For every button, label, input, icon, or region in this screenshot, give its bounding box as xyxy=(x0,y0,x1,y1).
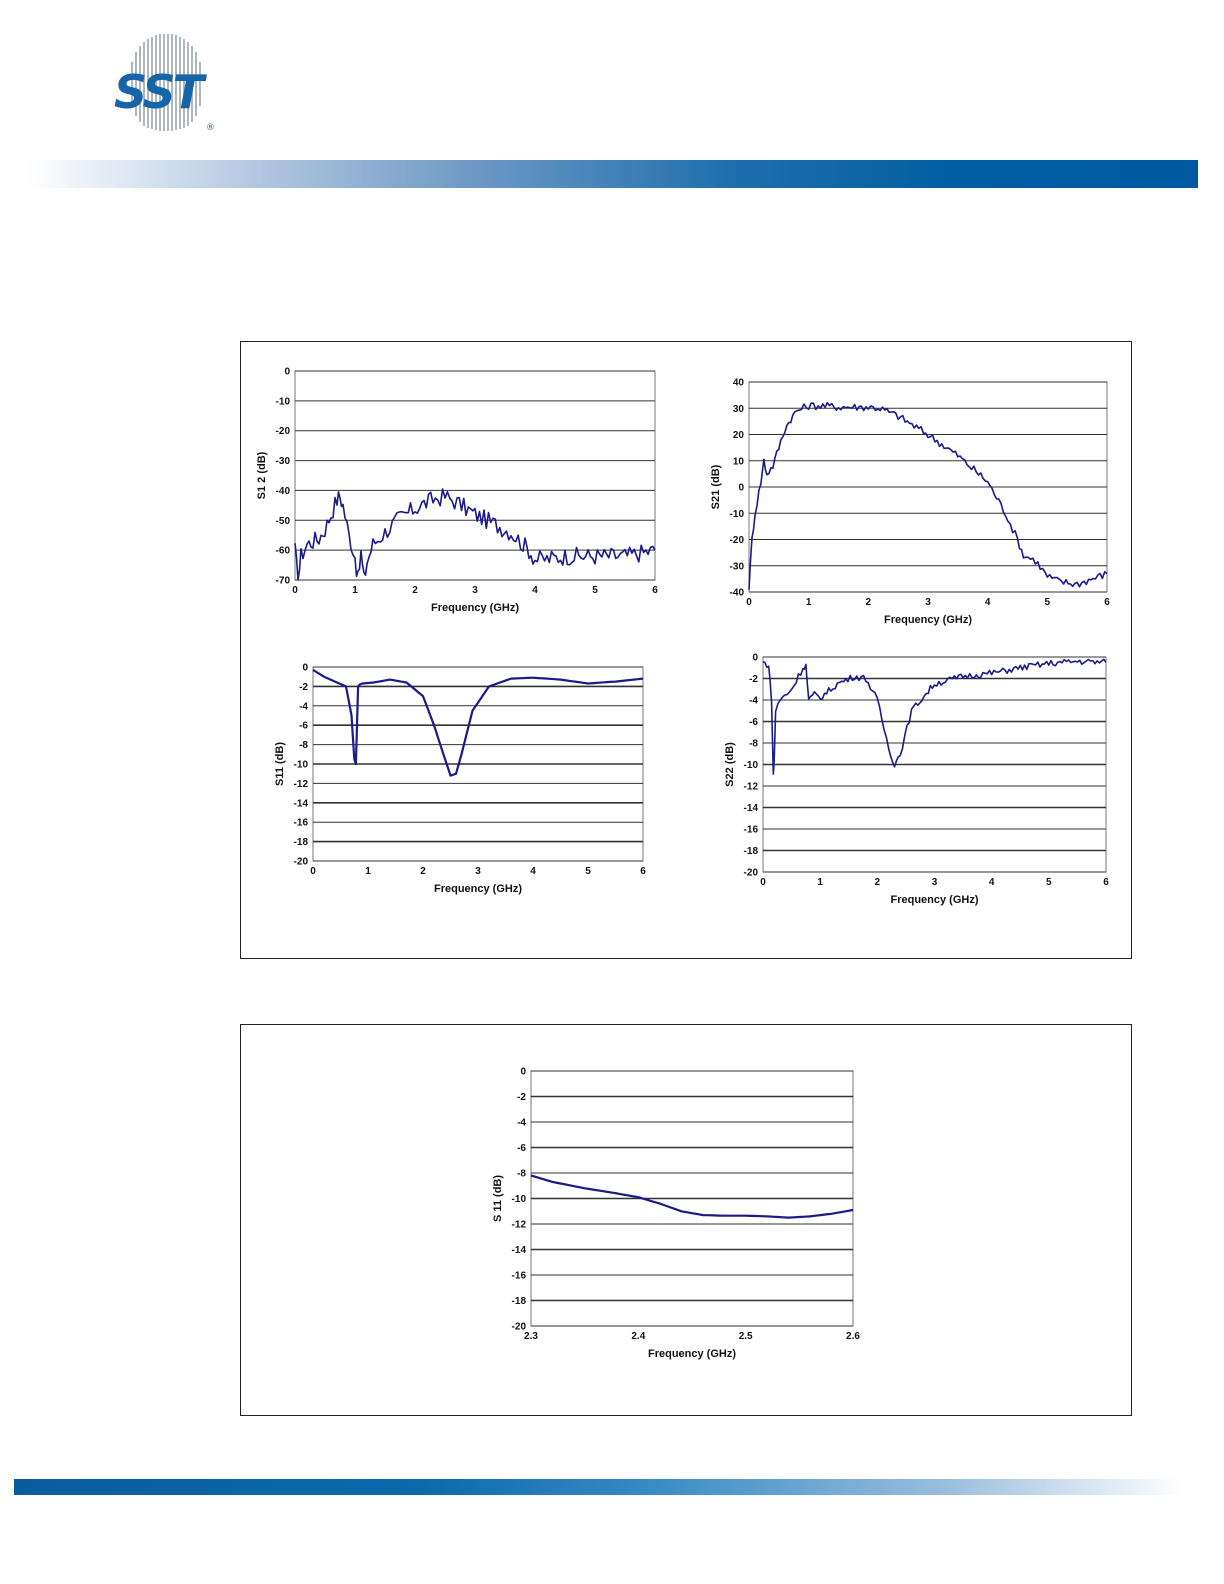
x-tick-label: 3 xyxy=(475,866,481,877)
x-tick-label: 4 xyxy=(984,597,991,608)
y-tick-label: -14 xyxy=(743,803,758,814)
y-tick-label: -30 xyxy=(275,456,290,468)
y-tick-label: -30 xyxy=(729,561,744,573)
x-tick-label: 6 xyxy=(1103,877,1109,888)
y-tick-label: 30 xyxy=(732,403,744,415)
logo-text: SST xyxy=(114,65,201,119)
y-tick-label: -16 xyxy=(511,1270,526,1282)
x-tick-label: 2 xyxy=(865,597,872,608)
x-tick-label: 1 xyxy=(365,866,371,877)
bottom-figure-panel xyxy=(240,1024,1132,1416)
y-tick-label: -6 xyxy=(299,720,308,732)
x-tick-label: 3 xyxy=(472,585,478,596)
y-tick-label: -20 xyxy=(275,426,290,438)
y-tick-label: -20 xyxy=(743,867,758,879)
y-tick-label: -8 xyxy=(299,740,308,752)
x-axis-label: Frequency (GHz) xyxy=(433,883,523,895)
y-axis-label: S1 2 (dB) xyxy=(256,451,268,500)
y-tick-label: -10 xyxy=(275,396,290,408)
y-tick-label: -6 xyxy=(517,1143,526,1154)
y-tick-label: -12 xyxy=(293,778,308,790)
y-axis-label: S11 (dB) xyxy=(274,741,286,787)
x-axis-label: Frequency (GHz) xyxy=(647,1348,737,1360)
x-tick-label: 2 xyxy=(412,585,418,596)
x-tick-label: 2.3 xyxy=(524,1331,538,1342)
x-tick-label: 6 xyxy=(1104,597,1110,608)
y-tick-label: -2 xyxy=(749,674,758,685)
y-tick-label: 0 xyxy=(284,366,290,378)
sst-logo xyxy=(108,30,228,134)
x-tick-label: 1 xyxy=(817,877,823,888)
x-tick-label: 3 xyxy=(925,597,931,608)
x-tick-label: 0 xyxy=(760,877,766,888)
y-tick-label: -10 xyxy=(293,759,308,771)
y-tick-label: -2 xyxy=(299,681,308,693)
y-tick-label: -12 xyxy=(743,781,758,793)
y-tick-label: 0 xyxy=(752,652,758,664)
sst-logo-graphic xyxy=(108,30,228,134)
x-tick-label: 1 xyxy=(352,585,358,596)
x-tick-label: 2 xyxy=(420,866,426,877)
header-bar xyxy=(26,160,1198,188)
x-tick-label: 6 xyxy=(652,585,658,596)
y-tick-label: -20 xyxy=(729,535,744,546)
y-tick-label: -20 xyxy=(511,1321,526,1333)
x-tick-label: 4 xyxy=(530,866,536,877)
y-tick-label: -50 xyxy=(275,515,290,527)
y-axis-label: S 11 (dB) xyxy=(492,1174,504,1223)
y-axis-label: S22 (dB) xyxy=(724,742,736,787)
y-tick-label: -16 xyxy=(293,817,308,829)
y-tick-label: 40 xyxy=(732,377,744,389)
x-tick-label: 5 xyxy=(585,866,591,877)
y-tick-label: 0 xyxy=(738,482,744,494)
x-axis-label: Frequency (GHz) xyxy=(883,614,973,626)
y-tick-label: -18 xyxy=(511,1296,526,1307)
x-tick-label: 2.5 xyxy=(738,1331,753,1342)
y-tick-label: -40 xyxy=(729,587,744,599)
y-tick-label: -14 xyxy=(511,1245,526,1256)
y-tick-label: 10 xyxy=(732,456,744,468)
y-tick-label: -20 xyxy=(293,856,308,868)
x-tick-label: 3 xyxy=(931,877,938,888)
x-tick-label: 6 xyxy=(640,866,646,877)
x-tick-label: 2.4 xyxy=(631,1331,646,1342)
x-tick-label: 0 xyxy=(746,597,752,608)
y-tick-label: -8 xyxy=(749,738,758,750)
y-tick-label: -10 xyxy=(511,1194,526,1205)
x-tick-label: 1 xyxy=(805,597,812,608)
x-tick-label: 5 xyxy=(1046,877,1052,888)
x-tick-label: 0 xyxy=(292,585,298,596)
top-figure-panel xyxy=(240,341,1132,959)
y-tick-label: -12 xyxy=(511,1219,526,1231)
x-tick-label: 5 xyxy=(592,585,598,596)
y-tick-label: -40 xyxy=(275,485,290,497)
y-tick-label: -4 xyxy=(299,701,308,713)
x-tick-label: 0 xyxy=(310,866,316,877)
footer-bar xyxy=(14,1479,1184,1495)
y-tick-label: -16 xyxy=(743,824,758,836)
y-tick-label: -8 xyxy=(517,1168,526,1180)
logo-registered: ® xyxy=(206,123,215,133)
y-tick-label: -6 xyxy=(749,717,758,728)
y-tick-label: -2 xyxy=(517,1092,526,1103)
x-tick-label: 4 xyxy=(988,877,995,888)
y-tick-label: -4 xyxy=(517,1117,526,1129)
y-tick-label: -4 xyxy=(749,695,758,707)
x-tick-label: 4 xyxy=(532,585,538,596)
chart-s22 xyxy=(241,342,1131,958)
y-tick-label: -18 xyxy=(293,837,308,849)
x-axis-label: Frequency (GHz) xyxy=(890,894,979,906)
y-tick-label: -10 xyxy=(729,508,744,520)
y-tick-label: 0 xyxy=(520,1066,526,1078)
x-axis-label: Frequency (GHz) xyxy=(430,602,520,614)
x-tick-label: 2.6 xyxy=(846,1331,860,1342)
y-tick-label: -70 xyxy=(275,575,290,587)
y-tick-label: -14 xyxy=(293,798,308,810)
chart-s11-zoom xyxy=(241,1025,1131,1415)
y-tick-label: 20 xyxy=(732,430,744,441)
x-tick-label: 2 xyxy=(874,877,881,888)
y-axis-label: S21 (dB) xyxy=(710,464,722,510)
y-tick-label: -60 xyxy=(275,545,290,557)
y-tick-label: -10 xyxy=(743,760,758,771)
x-tick-label: 5 xyxy=(1044,597,1051,608)
y-tick-label: 0 xyxy=(302,662,308,674)
y-tick-label: -18 xyxy=(743,846,758,857)
